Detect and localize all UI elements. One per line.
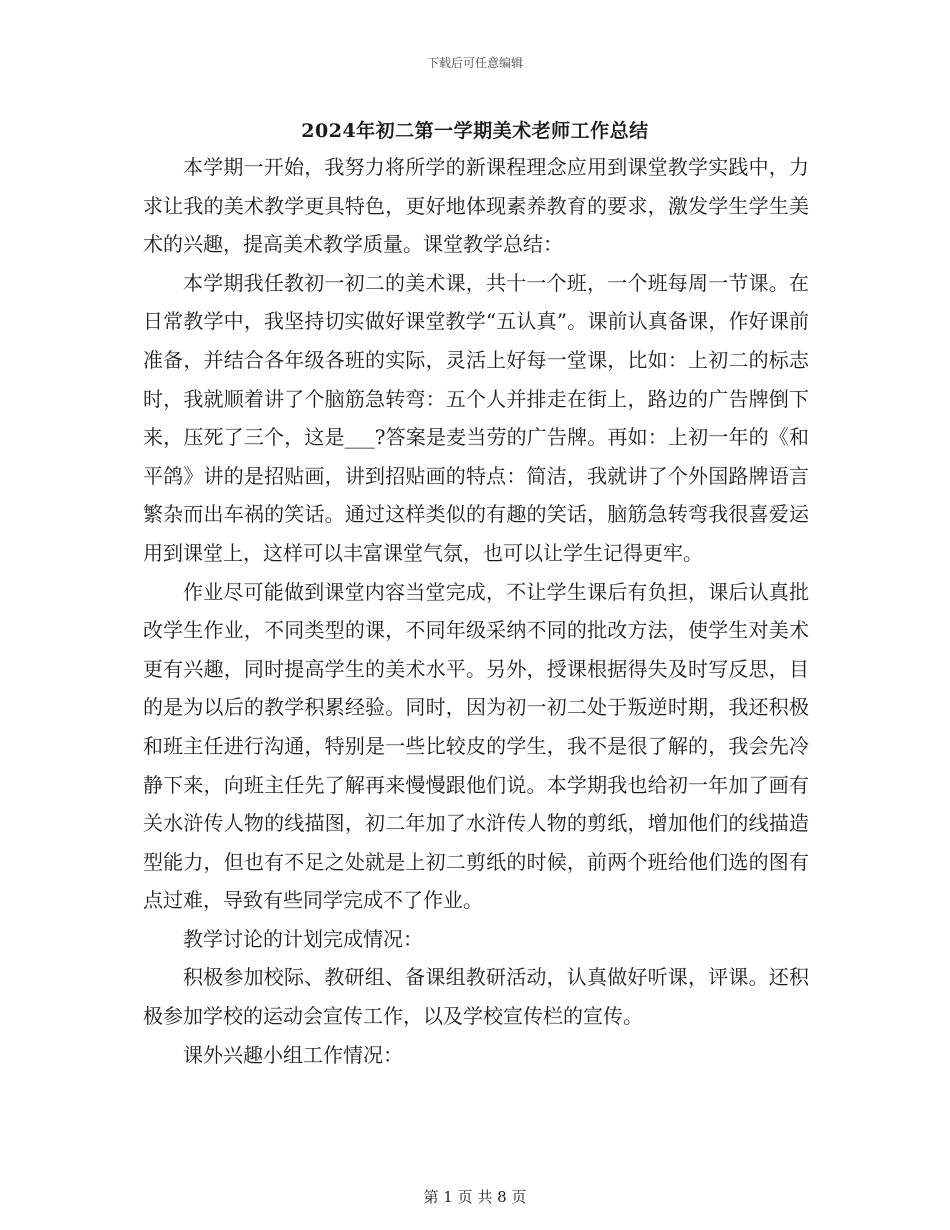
document-title: 2024年初二第一学期美术老师工作总结 — [301, 120, 649, 142]
paragraph: 本学期一开始，我努力将所学的新课程理念应用到课堂教学实践中，力求让我的美术教学更具特色，更好地体现素养教育的要求，激发学生学生美术的兴趣，提高美术教学质量。课堂教学总结： — [143, 155, 809, 257]
paragraph: 课外兴趣小组工作情况： — [183, 1042, 403, 1067]
document-body — [143, 148, 809, 1074]
paragraph: 教学讨论的计划完成情况： — [183, 926, 423, 951]
paragraph: 本学期我任教初一初二的美术课，共十一个班，一个班每周一节课。在日常教学中，我坚持切实做好课堂教学“五认真”。课前认真备课，作好课前准备，并结合各年级各班的实际，灵活上好每一堂课，比如：上初二的标志时，我就顺着讲了个脑筋急转弯：五个人并排走在街上，路边的广告牌倒下来，压死了三个，这是___?答案是麦当劳的广告牌。再如：上初一年的《和平鸽》讲的是招贴画，讲到招贴画的特点：简洁，我就讲了个外国路牌语言繁杂而出车祸的笑话。通过这样类似的有趣的笑话，脑筋急转弯我很喜爱运用到课堂上，这样可以丰富课堂气氛，也可以让学生记得更牢。 — [143, 270, 809, 565]
paragraph: 作业尽可能做到课堂内容当堂完成，不让学生课后有负担，课后认真批改学生作业，不同类型的课，不同年级采纳不同的批改方法，使学生对美术更有兴趣，同时提高学生的美术水平。另外，授课根据得失及时写反思，目的是为以后的教学积累经验。同时，因为初一初二处于叛逆时期，我还积极和班主任进行沟通，特别是一些比较皮的学生，我不是很了解的，我会先冷静下来，向班主任先了解再来慢慢跟他们说。本学期我也给初一年加了画有关水浒传人物的线描图，初二年加了水浒传人物的剪纸，增加他们的线描造型能力，但也有不足之处就是上初二剪纸的时候，前两个班给他们选的图有点过难，导致有些同学完成不了作业。 — [143, 579, 809, 913]
page-footer: 第 1 页 共 8 页 — [423, 1188, 527, 1206]
paragraph: 积极参加校际、教研组、备课组教研活动，认真做好听课，评课。还积极参加学校的运动会宣传工作，以及学校宣传栏的宣传。 — [143, 965, 809, 1029]
page-header: 下载后可任意编辑 — [426, 56, 523, 70]
